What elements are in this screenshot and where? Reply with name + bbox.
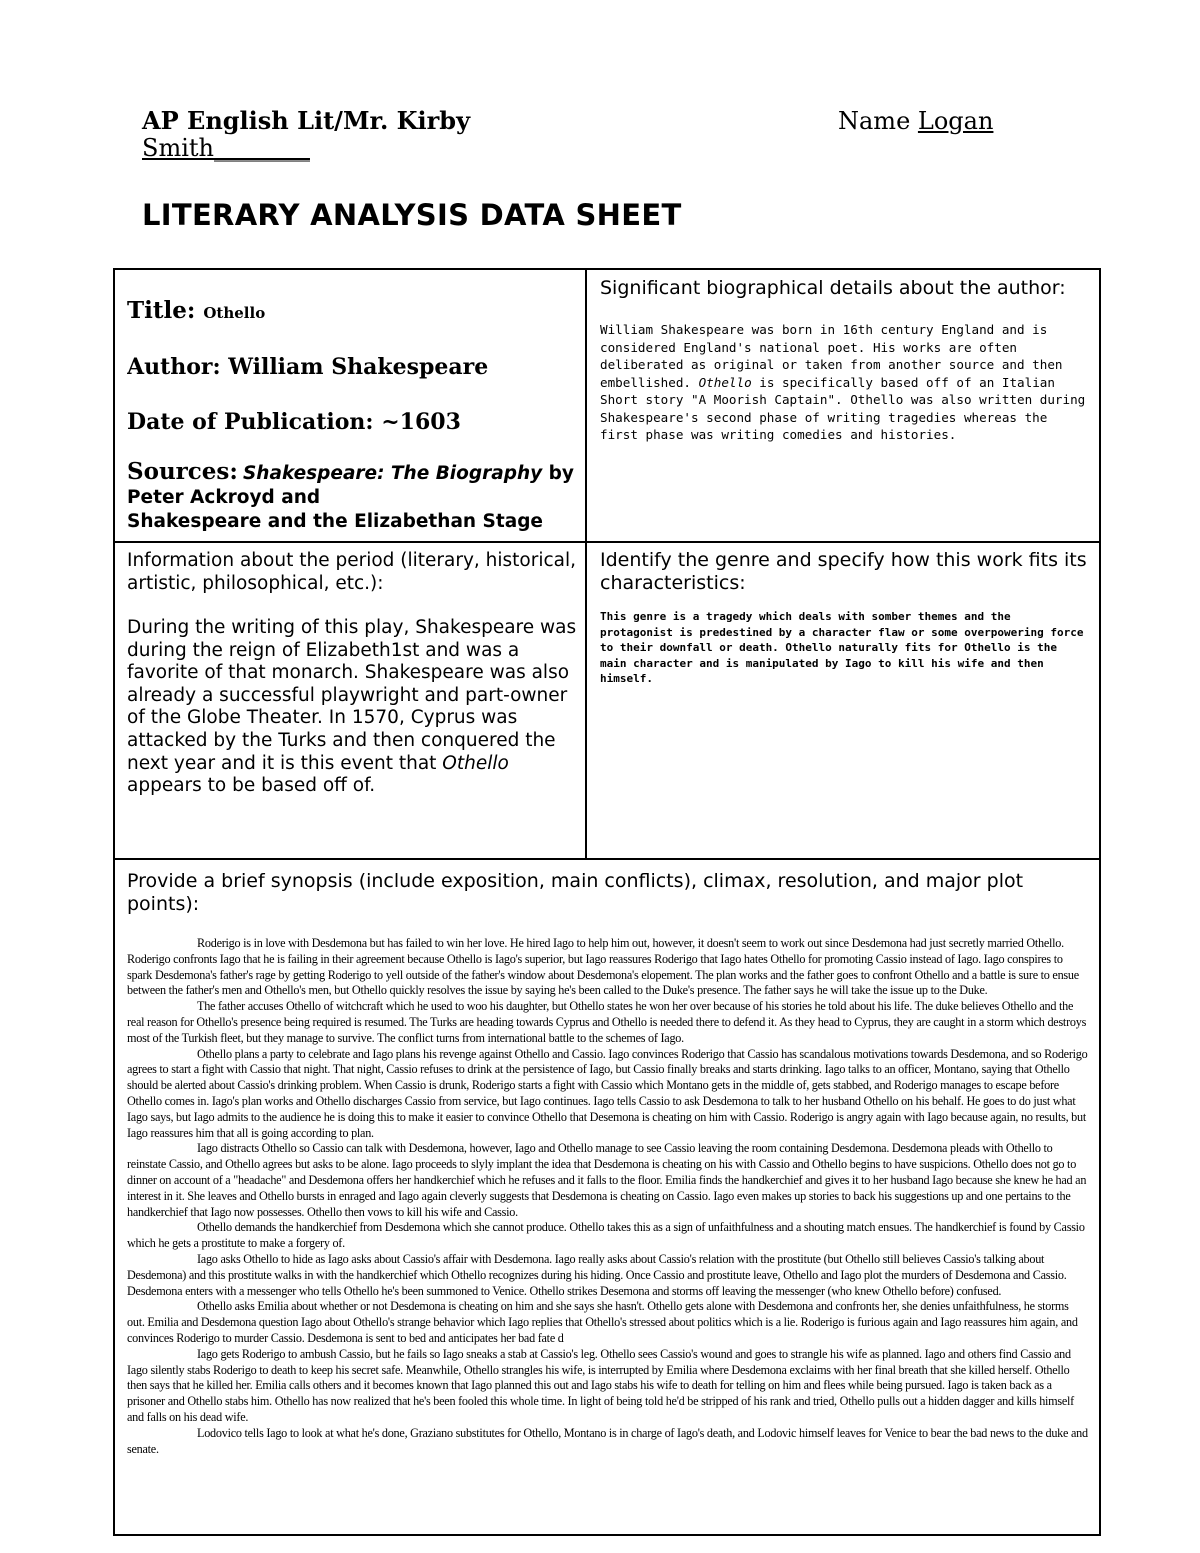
bio-cell [600, 277, 1090, 532]
row-divider-1 [113, 541, 1101, 543]
date-label: Date of Publication: [127, 409, 374, 435]
date-row [127, 407, 582, 437]
synopsis-paragraph: Othello asks Emilia about whether or not Desdemona is cheating on him and she says she hasn't. Othello gets alone with Desdemona and confronts her, she denies unfaithfulness, he storms out. Emilia and Desdemona question Iago about Othello's strange behavior which Iago replies that Othello's stressed about politics which is a lie. Roderigo is furious again and Iago reassures him again, and convinces Roderigo to murder Cassio. Desdemona is sent to bed and anticipates her bad fate d [127, 1299, 1078, 1345]
work-info-cell [127, 296, 582, 534]
sources-label: Sources: [127, 458, 238, 485]
title-value: Othello [203, 304, 266, 322]
sources-by-1: by Peter Ackroyd and [127, 463, 574, 508]
name-first: Logan [917, 107, 994, 135]
author-row [127, 352, 582, 382]
name-field [838, 107, 993, 135]
period-text-part-1: During the writing of this play, Shakespeare was during the reign of Elizabeth1st and was a favorite of that monarch. Shakespeare was also already a successful playwright and part-owner of the Globe Theater. In 1570, Cyprus was attacked by the Turks and then conquered the next year and it is this event that [127, 617, 577, 774]
name-blank: ________ [213, 134, 310, 162]
period-text-italic: Othello [442, 752, 509, 774]
bio-text [600, 321, 1090, 444]
page-title: LITERARY ANALYSIS DATA SHEET [142, 198, 682, 232]
name-last: Smith [142, 134, 214, 162]
period-label: Information about the period (literary, historical, artistic, philosophical, etc.): [127, 550, 577, 594]
synopsis-body [127, 936, 1089, 1457]
genre-text: This genre is a tragedy which deals with somber themes and the protagonist is predestined by a character flaw or some overpowering force to their downfall or death. Othello naturally fits for Othello is the main character and is manipulated by Iago to kill his wife and then himself. [600, 610, 1084, 685]
bio-label: Significant biographical details about the author: [600, 277, 1066, 299]
author-label: Author: [127, 354, 221, 380]
bio-text-part-2: is specifically based off of an Italian Short story "A Moorish Captain". Othello was also written during Shakespeare's second phase of writing tragedies whereas the first phase was writing comedies and histories. [600, 374, 1086, 442]
title-label: Title: [127, 297, 196, 324]
row-divider-2 [113, 858, 1101, 860]
column-divider [585, 268, 587, 860]
synopsis-paragraph: Lodovico tells Iago to look at what he's done, Graziano substitutes for Othello, Montano is in charge of Iago's death, and Lodovic himself leaves for Venice to bear the bad news to the duke and senate. [127, 1425, 1088, 1456]
period-cell [127, 549, 577, 849]
course-label: AP English Lit/Mr. Kirby [142, 106, 471, 135]
title-row [127, 296, 582, 328]
period-text [127, 617, 577, 798]
synopsis-paragraph: Iago distracts Othello so Cassio can talk with Desdemona, however, Iago and Othello manage to see Cassio leaving the room containing Desdemona. Desdemona pleads with Othello to reinstate Cassio, and Othello agrees but asks to be alone. Iago proceeds to slyly implant the idea that Desdemona is cheating on his with Cassio and Othello begins to have suspicions. Othello does not go to dinner on account of a "headache" and Desdemona offers her handkerchief which he refuses and it falls to the floor. Emilia finds the handkerchief and gives it to her husband Iago because she knew he had an interest in it. She leaves and Othello bursts in enraged and Iago again cleverly suggests that Desdemona is cheating on Cassio. Iago even makes up stories to back his suggestions up and one pertains to the handkerchief that Iago now possesses. Othello then vows to kill his wife and Cassio. [127, 1141, 1087, 1219]
synopsis-label: Provide a brief synopsis (include exposition, main conflicts), climax, resolution, and major plot points): [127, 870, 1024, 915]
sources-book-2: Shakespeare and the Elizabethan Stage [127, 511, 543, 532]
synopsis-paragraph: Othello plans a party to celebrate and Iago plans his revenge against Othello and Cassio. Iago convinces Roderigo that Cassio has scandalous motivations towards Desdemona, and so Roderigo agrees to start a fight with Cassio that night. That night, Cassio refuses to drink at the persistence of Iago, but Cassio finally breaks and starts drinking. Iago talks to an officer, Montano, saying that Othello should be alerted about Cassio's drinking problem. When Cassio is drunk, Roderigo starts a fight with Cassio which Montano gets in the middle of, gets stabbed, and Roderigo manages to escape before Othello comes in. Iago's plan works and Othello discharges Cassio from service, but Iago continues. Iago tells Cassio to ask Desdemona to talk to her husband Othello on his behalf. He goes to do just what Iago says, but Iago admits to the audience he is doing this to make it easier to convince Othello that Desemona is cheating on him with Cassio. Roderigo is angry again with Iago because again, no results, but Iago reassures him that all is going according to plan. [127, 1046, 1088, 1140]
synopsis-paragraph: Othello demands the handkerchief from Desdemona which she cannot produce. Othello takes this as a sign of unfaithfulness and a shouting match ensues. The handkerchief is found by Cassio which he gets a prostitute to make a forgery of. [127, 1220, 1085, 1251]
synopsis-paragraph: The father accuses Othello of witchcraft which he used to woo his daughter, but Othello states he won her over because of his stories he told about his life. The duke believes Othello and the real reason for Othello's presence being required is resumed. The Turks are heading towards Cyprus and Othello is needed there to defend it. As they head to Cyprus, they are caught in a storm which destroys most of the Turkish fleet, but they manage to survive. The conflict turns from international battle to the schemes of Iago. [127, 999, 1087, 1045]
sources-row [127, 460, 582, 534]
bio-text-part-1: William Shakespeare was born in 16th century England and is considered England's national poet. His works are often deliberated as original or taken from another source and then embellished. [600, 322, 1063, 390]
genre-label: Identify the genre and specify how this work fits its characteristics: [600, 549, 1087, 594]
synopsis-paragraph: Iago asks Othello to hide as Iago asks about Cassio's affair with Desdemona. Iago really asks about Cassio's relation with the prostitute (but Othello still believes Cassio's talking about Desdemona) and this prostitute walks in with the handkerchief which Othello recognizes during his hiding. Once Cassio and prostitute leave, Othello and Iago plot the murders of Desdemona and Cassio. Desdemona enters with a messenger who tells Othello he's been summoned to Venice. Othello strikes Desemona and storms off leaving the messenger (who knew Othello before) confused. [127, 1251, 1067, 1298]
genre-cell [600, 549, 1090, 849]
synopsis-cell [127, 870, 1089, 1534]
sources-book-1: Shakespeare: The Biography [242, 463, 543, 484]
synopsis-paragraph: Roderigo is in love with Desdemona but has failed to win her love. He hired Iago to help him out, however, it doesn't seem to work out since Desdemona had just secretly married Othello. Roderigo confronts Iago that he is failing in their agreement because Othello is Iago's superior, but Iago reassures Roderigo that Iago hates Othello for promoting Cassio instead of Iago. Iago conspires to spark Desdemona's father's rage by getting Roderigo to yell outside of the father's window about Desdemona's elopement. The plan works and the father goes to confront Othello and a battle is sure to ensue between the father's men and Othello's men, but Othello quickly resolves the issue by saying he's been called to the Duke's presence. The father says he will take the issue up to the Duke. [127, 936, 1079, 998]
name-last-line [142, 134, 310, 162]
name-label: Name [838, 107, 911, 135]
date-value: ~1603 [381, 409, 461, 435]
bio-text-italic: Othello [698, 374, 752, 390]
period-text-part-2: appears to be based off of. [127, 775, 376, 797]
synopsis-paragraph: Iago gets Roderigo to ambush Cassio, but he fails so Iago sneaks a stab at Cassio's leg. Othello sees Cassio's wound and goes to strangle his wife as planned. Iago and others find Cassio and Iago silently stabs Roderigo to death to keep his secret safe. Meanwhile, Othello strangles his wife, is interrupted by Emilia where Desdemona exclaims with her final breath that she killed herself. Othello then says that he killed her. Emilia calls others and it becomes known that Iago planned this out and Iago stabs his wife to death for telling on him and flees while being pursued. Iago is taken back as a prisoner and Othello stabs him. Othello has now realized that he's been fooled this whole time. In light of being told he'd be stripped of his rank and tried, Othello pulls out a hidden dagger and kills himself and falls on his dead wife. [127, 1346, 1074, 1424]
author-value: William Shakespeare [228, 354, 489, 380]
